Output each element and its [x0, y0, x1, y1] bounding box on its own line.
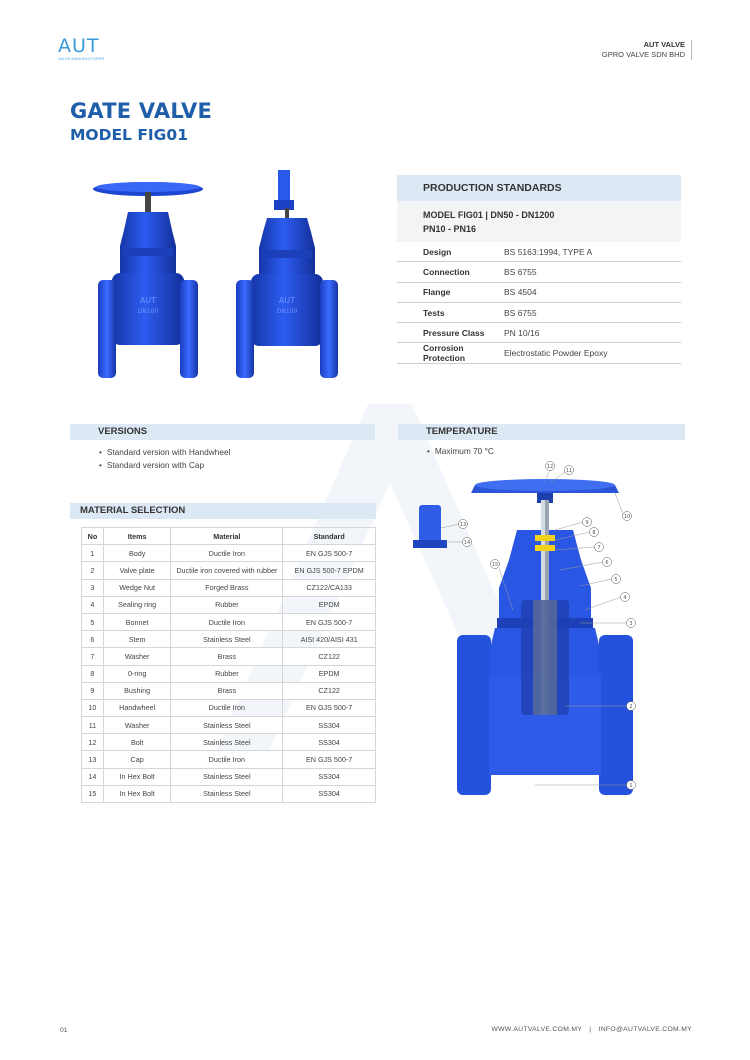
svg-text:10: 10 — [623, 514, 631, 520]
table-row — [82, 768, 376, 785]
svg-text:6: 6 — [605, 560, 609, 566]
temperature-heading: TEMPERATURE — [398, 424, 685, 440]
material-table — [81, 527, 376, 803]
table-cell: 9 — [82, 682, 104, 699]
standard-key: Connection — [423, 266, 470, 277]
footer-separator: | — [589, 1026, 592, 1033]
table-cell: 6 — [82, 631, 104, 648]
svg-text:DN100: DN100 — [276, 308, 298, 315]
email-link[interactable]: INFO@AUTVALVE.COM.MY — [598, 1026, 692, 1033]
table-row — [82, 613, 376, 630]
standard-key: Flange — [423, 287, 451, 298]
table-cell: Handwheel — [103, 699, 171, 716]
standard-row — [397, 323, 681, 343]
svg-text:5: 5 — [614, 577, 618, 583]
table-row — [82, 699, 376, 716]
table-cell: EN GJS 500-7 — [283, 545, 376, 562]
table-cell: Ductile Iron — [171, 699, 283, 716]
table-cell: Ductile Iron — [171, 545, 283, 562]
pressure-range-line: PN10 - PN16 — [423, 224, 477, 234]
table-cell: Ductile Iron — [171, 751, 283, 768]
table-row — [82, 579, 376, 596]
table-cell: Sealing ring — [103, 596, 171, 613]
table-cell: Stem — [103, 631, 171, 648]
table-cell: Bonnet — [103, 613, 171, 630]
table-cell: Washer — [103, 648, 171, 665]
company-legal-name: GPRO VALVE SDN BHD — [601, 50, 685, 59]
table-cell: AISI 420/AISI 431 — [283, 631, 376, 648]
table-cell: EN GJS 500-7 EPDM — [283, 562, 376, 579]
table-cell: EPDM — [283, 665, 376, 682]
svg-text:14: 14 — [463, 540, 471, 546]
company-block — [602, 40, 692, 60]
model-title: MODEL FIG01 — [70, 126, 188, 144]
table-cell: EPDM — [283, 596, 376, 613]
svg-text:AUT: AUT — [139, 296, 157, 305]
column-header: Material — [171, 528, 283, 545]
svg-text:3: 3 — [629, 621, 633, 627]
standard-key: Corrosion Protection — [423, 343, 466, 364]
table-cell: Rubber — [171, 596, 283, 613]
model-range-line: MODEL FIG01 | DN50 - DN1200 — [423, 210, 555, 220]
standard-value: BS 6755 — [504, 266, 537, 277]
model-range — [397, 201, 681, 242]
table-cell: Wedge Nut — [103, 579, 171, 596]
table-cell: 5 — [82, 613, 104, 630]
product-title: GATE VALVE — [70, 99, 213, 123]
svg-text:8: 8 — [592, 530, 596, 536]
company-logo — [58, 36, 118, 66]
standards-rows — [397, 242, 681, 364]
table-cell: Stainless Steel — [171, 785, 283, 802]
versions-list — [99, 446, 230, 472]
table-cell: 1 — [82, 545, 104, 562]
table-cell: 0-ring — [103, 665, 171, 682]
standard-row — [397, 343, 681, 363]
versions-heading: VERSIONS — [70, 424, 375, 440]
table-cell: Stainless Steel — [171, 717, 283, 734]
svg-text:11: 11 — [565, 468, 573, 474]
table-cell: Stainless Steel — [171, 631, 283, 648]
table-cell: In Hex Bolt — [103, 785, 171, 802]
svg-text:AUT: AUT — [278, 296, 296, 305]
standard-value: BS 5163:1994, TYPE A — [504, 246, 593, 257]
table-cell: Stainless Steel — [171, 768, 283, 785]
standard-value: BS 6755 — [504, 307, 537, 318]
material-selection-heading: MATERIAL SELECTION — [70, 503, 376, 519]
table-cell: CZ122/CA133 — [283, 579, 376, 596]
table-cell: Valve plate — [103, 562, 171, 579]
table-row — [82, 665, 376, 682]
table-cell: EN GJS 500-7 — [283, 751, 376, 768]
standard-row — [397, 242, 681, 262]
table-row — [82, 596, 376, 613]
table-cell: Ductile iron covered with rubber — [171, 562, 283, 579]
logo-text: AUT — [58, 35, 100, 57]
table-cell: SS304 — [283, 768, 376, 785]
standard-key: Pressure Class — [423, 327, 485, 338]
table-cell: 12 — [82, 734, 104, 751]
standard-row — [397, 262, 681, 282]
temperature-list — [427, 445, 494, 458]
table-cell: SS304 — [283, 734, 376, 751]
table-cell: SS304 — [283, 717, 376, 734]
standard-key: Design — [423, 246, 452, 257]
product-photos — [90, 168, 365, 393]
svg-text:13: 13 — [459, 522, 467, 528]
table-cell: 13 — [82, 751, 104, 768]
page-title — [70, 98, 212, 146]
website-link[interactable]: WWW.AUTVALVE.COM.MY — [491, 1026, 583, 1033]
svg-text:4: 4 — [623, 595, 627, 601]
standard-value: PN 10/16 — [504, 327, 540, 338]
table-cell: 14 — [82, 768, 104, 785]
valve-cross-section-diagram — [405, 460, 650, 805]
table-cell: Forged Brass — [171, 579, 283, 596]
table-cell: CZ122 — [283, 682, 376, 699]
list-item: • Standard version with Handwheel — [99, 446, 230, 459]
table-row — [82, 631, 376, 648]
table-row — [82, 751, 376, 768]
standard-value: Electrostatic Powder Epoxy — [504, 348, 608, 359]
svg-text:12: 12 — [546, 464, 554, 470]
table-row — [82, 785, 376, 802]
svg-text:7: 7 — [597, 545, 601, 551]
table-cell: Ductile Iron — [171, 613, 283, 630]
table-cell: Brass — [171, 682, 283, 699]
company-name: AUT VALVE — [643, 40, 685, 49]
table-cell: Bushing — [103, 682, 171, 699]
svg-text:1: 1 — [629, 783, 633, 789]
svg-text:DN100: DN100 — [137, 308, 159, 315]
production-standards-heading: PRODUCTION STANDARDS — [397, 175, 681, 201]
table-cell: 2 — [82, 562, 104, 579]
table-row — [82, 562, 376, 579]
table-cell: 10 — [82, 699, 104, 716]
list-item: • Standard version with Cap — [99, 459, 230, 472]
production-standards-panel — [397, 175, 681, 364]
standard-row — [397, 283, 681, 303]
table-row — [82, 648, 376, 665]
valve-cap-photo — [236, 170, 338, 378]
material-table-header — [82, 528, 376, 545]
svg-text:2: 2 — [629, 704, 633, 710]
table-row — [82, 682, 376, 699]
table-cell: In Hex Bolt — [103, 768, 171, 785]
table-cell: EN GJS 500-7 — [283, 699, 376, 716]
footer-contact — [491, 1026, 692, 1033]
table-cell: Brass — [171, 648, 283, 665]
column-header: Items — [103, 528, 171, 545]
logo-tagline: VALVE MANUFACTURER — [58, 57, 105, 61]
table-cell: 7 — [82, 648, 104, 665]
svg-text:15: 15 — [491, 562, 499, 568]
table-cell: 11 — [82, 717, 104, 734]
table-cell: Cap — [103, 751, 171, 768]
table-row — [82, 545, 376, 562]
table-cell: Stainless Steel — [171, 734, 283, 751]
table-cell: 15 — [82, 785, 104, 802]
table-cell: 3 — [82, 579, 104, 596]
valve-handwheel-photo — [93, 182, 203, 378]
table-cell: Washer — [103, 717, 171, 734]
table-cell: Body — [103, 545, 171, 562]
table-cell: CZ122 — [283, 648, 376, 665]
table-cell: Rubber — [171, 665, 283, 682]
table-cell: Bolt — [103, 734, 171, 751]
standard-row — [397, 303, 681, 323]
table-cell: 8 — [82, 665, 104, 682]
list-item: • Maximum 70 °C — [427, 445, 494, 458]
page-number: 01 — [60, 1027, 68, 1034]
column-header: No — [82, 528, 104, 545]
table-cell: 4 — [82, 596, 104, 613]
table-row — [82, 734, 376, 751]
column-header: Standard — [283, 528, 376, 545]
table-row — [82, 717, 376, 734]
svg-text:9: 9 — [585, 520, 589, 526]
table-cell: SS304 — [283, 785, 376, 802]
standard-key: Tests — [423, 307, 445, 318]
standard-value: BS 4504 — [504, 287, 537, 298]
table-cell: EN GJS 500-7 — [283, 613, 376, 630]
